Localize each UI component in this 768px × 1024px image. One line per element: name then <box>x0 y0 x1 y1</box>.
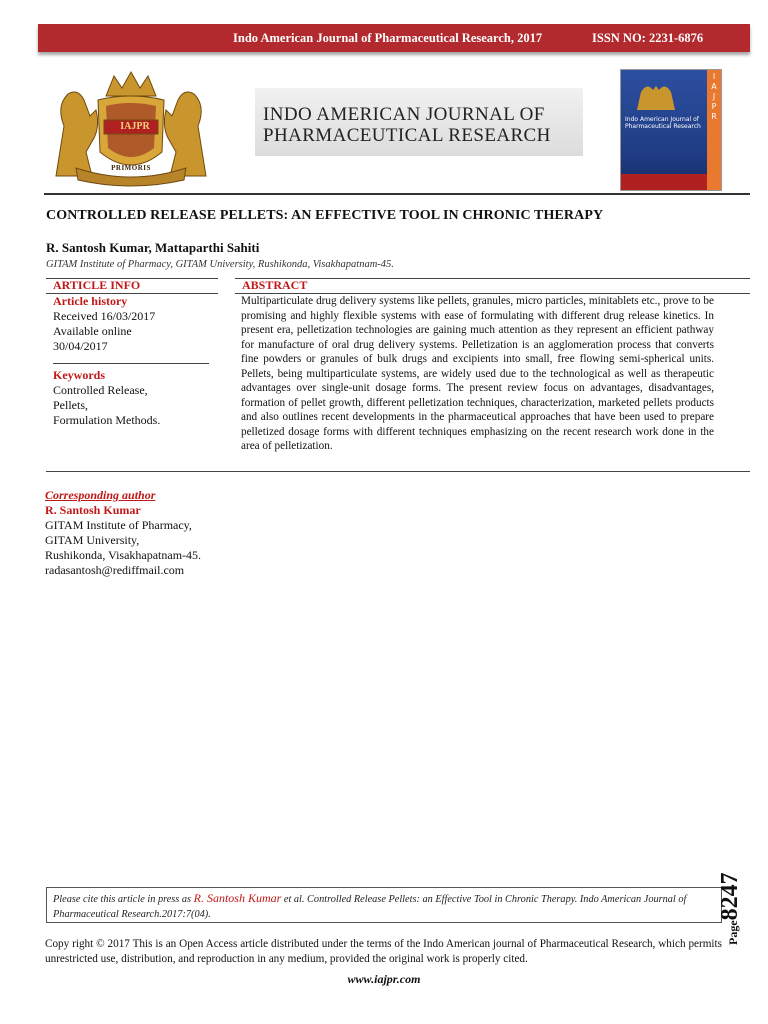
corresponding-address-line: Rushikonda, Visakhapatnam-45. <box>45 548 202 562</box>
keyword-item: Controlled Release, <box>53 383 148 397</box>
corresponding-email: radasantosh@rediffmail.com <box>45 563 185 577</box>
article-affiliation: GITAM Institute of Pharmacy, GITAM University, Rushikonda, Visakhapatnam-45. <box>46 259 394 270</box>
keywords-section <box>53 368 160 428</box>
header-journal-name: Indo American Journal of Pharmaceutical Research, 2017 <box>233 31 543 45</box>
corresponding-address-line: GITAM Institute of Pharmacy, <box>45 518 192 532</box>
journal-header-bar <box>38 24 750 52</box>
available-online-label: Available online <box>53 324 132 338</box>
keywords-label: Keywords <box>53 368 105 382</box>
cover-crest-icon <box>633 78 679 112</box>
cover-letter: A <box>711 82 717 91</box>
citation-prefix: Please cite this article in press as <box>53 894 192 905</box>
corresponding-address-line: GITAM University, <box>45 533 140 547</box>
abstract-bottom-rule <box>46 471 750 472</box>
header-divider <box>44 193 750 195</box>
article-title: CONTROLLED RELEASE PELLETS: AN EFFECTIVE TOOL IN CHRONIC THERAPY <box>46 208 604 223</box>
citation-author: R. Santosh Kumar <box>193 891 282 905</box>
available-online-date: 30/04/2017 <box>53 339 108 353</box>
cover-letter: R <box>711 112 717 121</box>
corresponding-author-block <box>45 488 201 578</box>
abstract-text: Multiparticulate drug delivery systems like pellets, granules, micro particles, minitablets etc., prove to be promising and highly flexible systems with ease of formulating with different drug release kinetics. In present era, pelletization technologies are gaining much attention as they represent an efficient pathway for manufacture of oral drug delivery systems. Pelletization is an agglomeration process that converts fine powders or granules of bulk drugs and excipients into small, free flowing semi-spherical units. Pellets, being multiparticulate systems, are widely used due to the technological as well as therapeutic advantages over single-unit dosage forms. The present review focus on advantages, disadvantages, formation of pellet growth, different pelletization techniques, characterization, marketed pellets products and also outlines recent developments in the pharmaceutical approaches that have been used to prepare pelletized dosage forms with different techniques emphasizing on the recent research work done in the area of pelletization. <box>241 295 714 452</box>
corresponding-author-label: Corresponding author <box>45 488 156 502</box>
journal-cover-thumbnail <box>620 69 722 191</box>
citation-box <box>46 887 722 923</box>
article-history-label: Article history <box>53 294 128 308</box>
journal-website-link[interactable]: www.iajpr.com <box>347 972 421 986</box>
article-history <box>53 294 155 354</box>
masthead-line-2: PHARMACEUTICAL RESEARCH <box>263 125 551 146</box>
crest-badge: IAJPR <box>120 121 150 132</box>
cover-footer-band <box>621 174 707 190</box>
page-number <box>717 855 757 945</box>
keyword-item: Formulation Methods. <box>53 413 161 427</box>
citation-text: et al. Controlled Release Pellets: an Effective Tool in Chronic Therapy. Indo American Journal of Pharmaceutical Research.2017:7(04). <box>53 894 687 920</box>
cover-letter: I <box>712 72 716 81</box>
cover-letter: P <box>711 102 717 111</box>
cover-title: Indo American Journal of Pharmaceutical Research <box>625 116 701 130</box>
page-label: Page <box>726 920 740 945</box>
crest-motto: PRIMORIS <box>111 164 151 172</box>
copyright-notice: Copy right © 2017 This is an Open Access article distributed under the terms of the Indo American journal of Pharmaceutical Research, which permits unrestricted use, distribution, and reproduction in any medium, provided the original work is properly cited. <box>45 938 722 965</box>
received-date: Received 16/03/2017 <box>53 309 156 323</box>
journal-masthead <box>255 88 583 156</box>
masthead-line-1: INDO AMERICAN JOURNAL OF <box>263 104 545 125</box>
abstract-top-rule <box>235 278 750 279</box>
corresponding-author-name: R. Santosh Kumar <box>45 503 141 517</box>
info-mid-rule <box>53 363 209 364</box>
abstract-heading: ABSTRACT <box>242 278 308 292</box>
article-info-heading: ARTICLE INFO <box>53 278 141 292</box>
page-number-value: 8247 <box>717 872 743 921</box>
cover-side-letters <box>707 72 721 122</box>
article-authors: R. Santosh Kumar, Mattaparthi Sahiti <box>46 240 260 255</box>
cover-letter: J <box>712 92 716 101</box>
keyword-item: Pellets, <box>53 398 88 412</box>
header-issn: ISSN NO: 2231-6876 <box>592 31 704 45</box>
